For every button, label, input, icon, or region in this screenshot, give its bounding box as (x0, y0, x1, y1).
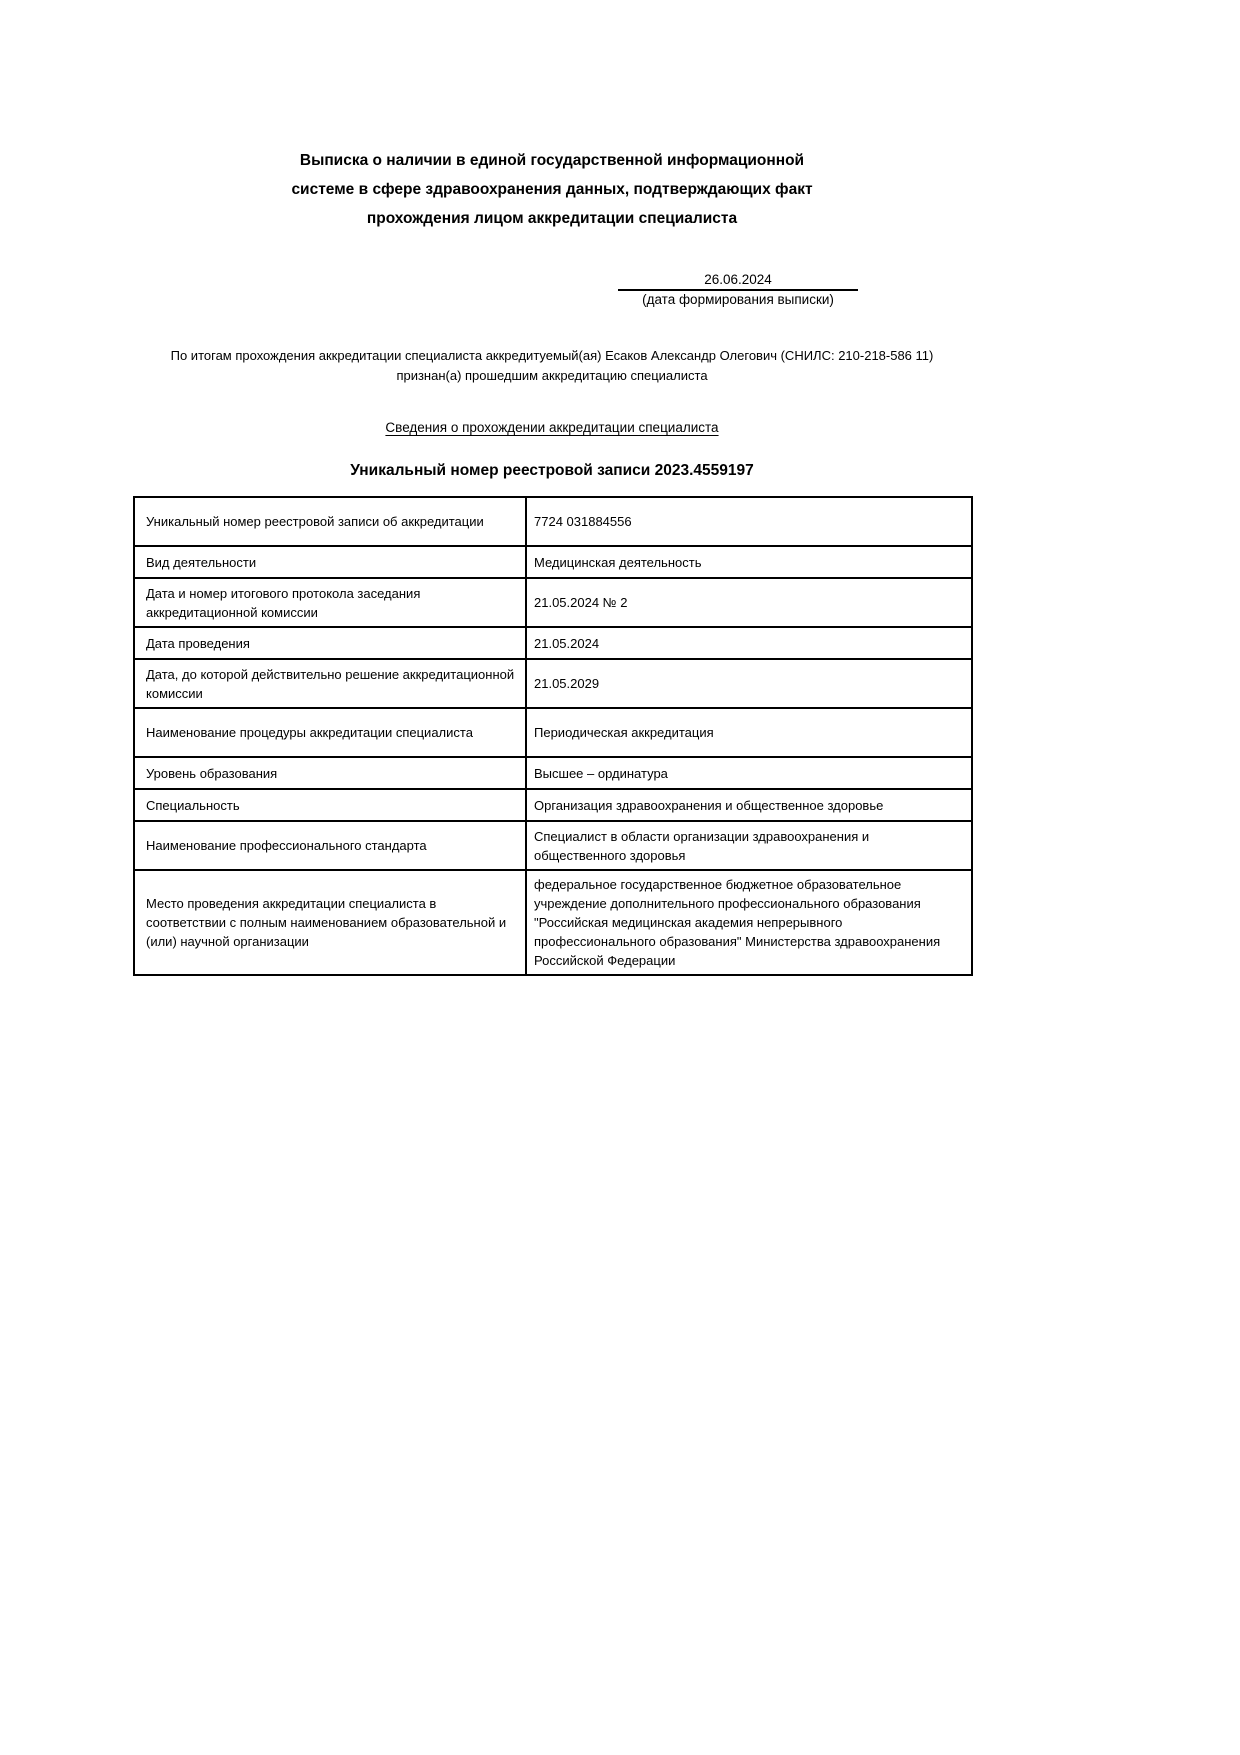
document-title-line-2: системе в сфере здравоохранения данных, подтверждающих факт (291, 181, 813, 198)
row-label: Уникальный номер реестровой записи об аккредитации (134, 497, 526, 546)
table-row (134, 757, 972, 789)
table-row (134, 659, 972, 708)
row-value: 21.05.2024 № 2 (526, 578, 972, 627)
row-label: Место проведения аккредитации специалиста в соответствии с полным наименованием образовательной и (или) научной организации (134, 870, 526, 975)
row-value: Периодическая аккредитация (526, 708, 972, 757)
table-row (134, 578, 972, 627)
intro-line-2: признан(а) прошедшим аккредитацию специалиста (396, 368, 708, 383)
section-heading: Сведения о прохождении аккредитации специалиста (385, 420, 719, 435)
table-row (134, 708, 972, 757)
row-value: Медицинская деятельность (526, 546, 972, 578)
document-title-line-1: Выписка о наличии в единой государственной информационной (299, 152, 805, 169)
row-label: Наименование профессионального стандарта (134, 821, 526, 870)
row-label: Уровень образования (134, 757, 526, 789)
document-title (133, 146, 971, 233)
intro-paragraph (133, 346, 971, 386)
accreditation-table-wrap (133, 496, 971, 976)
row-value: Организация здравоохранения и общественное здоровье (526, 789, 972, 821)
row-value: 21.05.2029 (526, 659, 972, 708)
intro-line-1: По итогам прохождения аккредитации специалиста аккредитуемый(ая) Есаков Александр Олегович (СНИЛС: 210-218-586 11) (170, 348, 934, 363)
row-label: Специальность (134, 789, 526, 821)
accreditation-table (133, 496, 973, 976)
table-row (134, 789, 972, 821)
table-row (134, 546, 972, 578)
row-value: Высшее – ординатура (526, 757, 972, 789)
table-row (134, 497, 972, 546)
row-label: Дата, до которой действительно решение аккредитационной комиссии (134, 659, 526, 708)
row-label: Дата и номер итогового протокола заседания аккредитационной комиссии (134, 578, 526, 627)
row-value: федеральное государственное бюджетное образовательное учреждение дополнительного профессионального образования "Российская медицинская академия непрерывного профессионального образования" Министерства здравоохранения Российской Федерации (526, 870, 972, 975)
issue-date-caption: (дата формирования выписки) (642, 292, 834, 307)
registry-number-heading: Уникальный номер реестровой записи 2023.4559197 (350, 462, 754, 479)
row-value: 21.05.2024 (526, 627, 972, 659)
row-value: 7724 031884556 (526, 497, 972, 546)
table-row (134, 870, 972, 975)
row-label: Вид деятельности (134, 546, 526, 578)
issue-date: 26.06.2024 (618, 272, 858, 291)
document-title-line-3: прохождения лицом аккредитации специалиста (366, 210, 738, 227)
table-row (134, 821, 972, 870)
row-label: Дата проведения (134, 627, 526, 659)
issue-date-block (618, 272, 858, 307)
row-label: Наименование процедуры аккредитации специалиста (134, 708, 526, 757)
table-row (134, 627, 972, 659)
row-value: Специалист в области организации здравоохранения и общественного здоровья (526, 821, 972, 870)
